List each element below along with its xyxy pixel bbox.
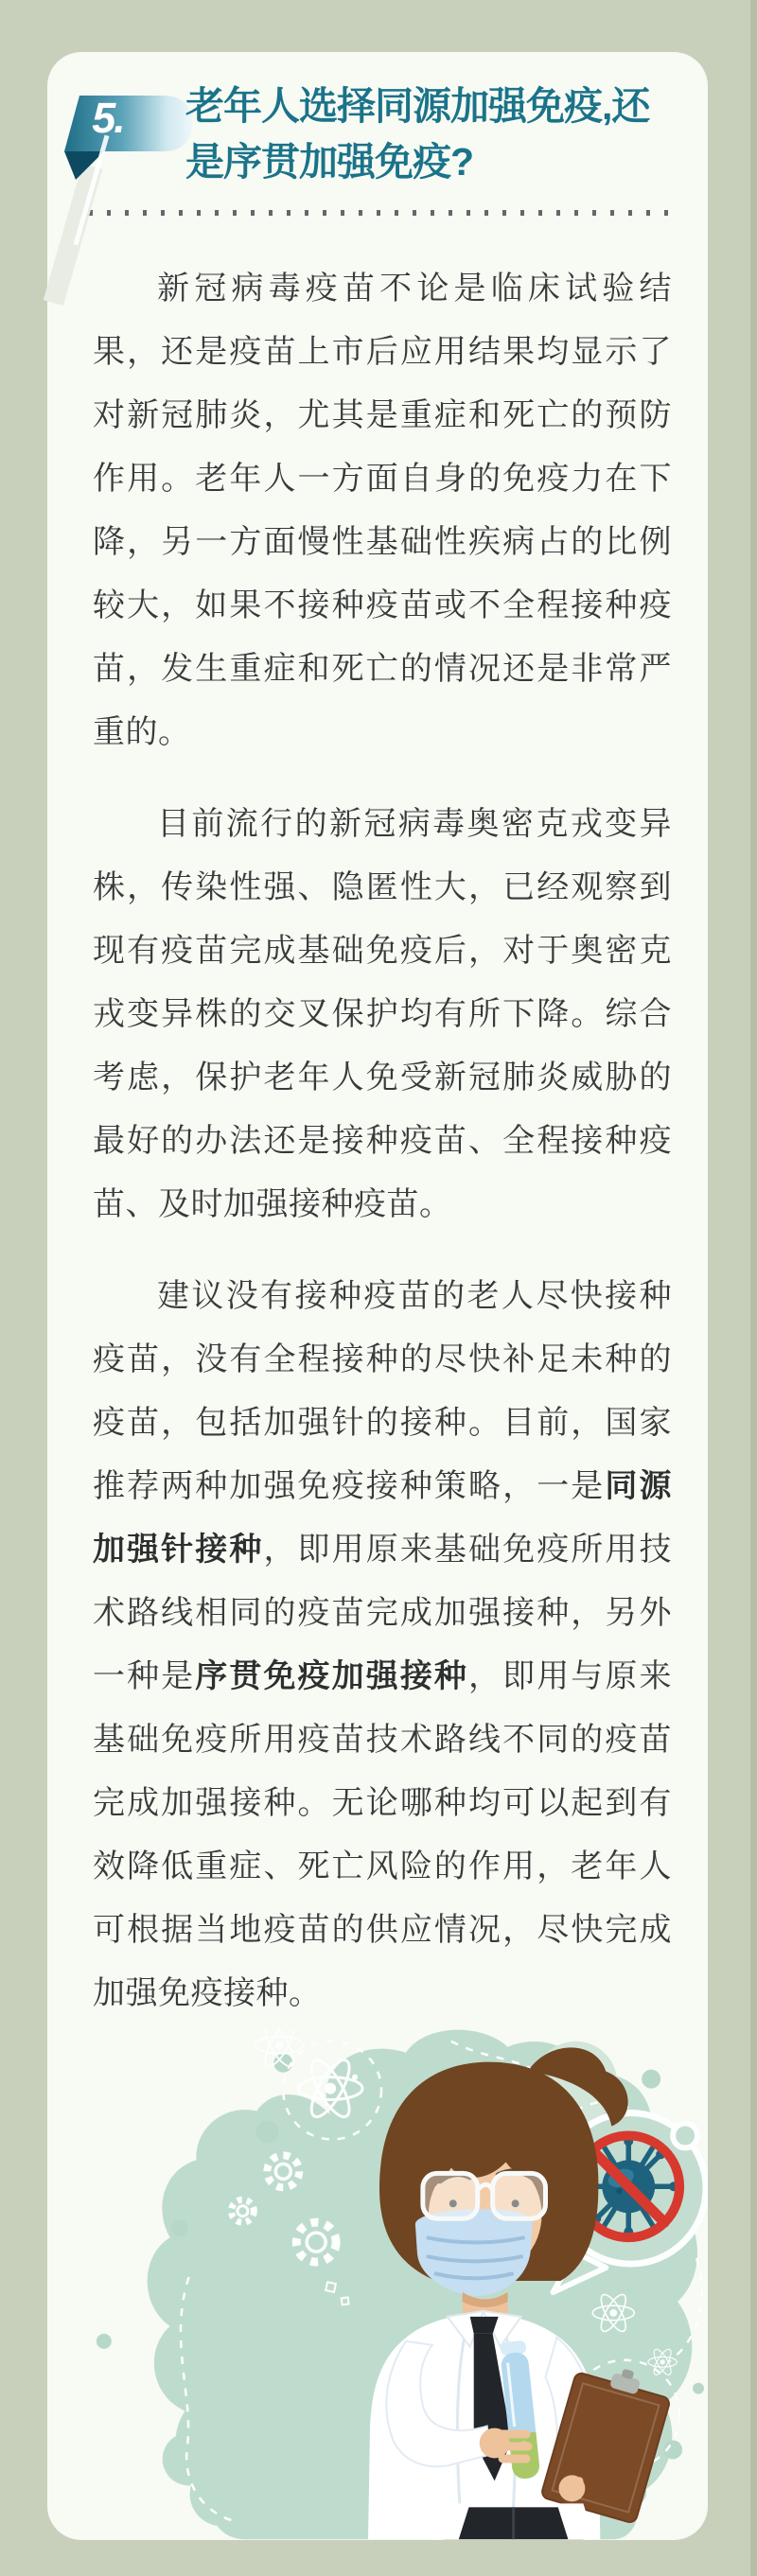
header bbox=[47, 52, 708, 210]
number-badge bbox=[53, 92, 195, 186]
content-card bbox=[47, 52, 708, 2540]
paragraph-3 bbox=[93, 1265, 672, 2025]
term-sequential-boost: 序贯免疫加强接种 bbox=[195, 1658, 469, 1694]
term-homologous-boost: 同源加强针接种 bbox=[93, 1468, 672, 1568]
title-line-2: 是序贯加强免疫? bbox=[185, 140, 474, 184]
illustration-canvas bbox=[47, 2029, 708, 2540]
paragraph-1: 新冠病毒疫苗不论是临床试验结果，还是疫苗上市后应用结果均显示了对新冠肺炎，尤其是重症和死亡的预防作用。老年人一方面自身的免疫力在下降，另一方面慢性基础性疾病占的比例较大，如果不接种疫苗或不全程接种疫苗，发生重症和死亡的情况还是非常严重的。 bbox=[93, 271, 672, 750]
page-edge-strip bbox=[750, 0, 757, 2576]
paragraph-3-text: ，即用原来基础免疫所用技术路线相同的疫苗完成加强接种，另外一种是 bbox=[93, 1532, 672, 1694]
right-thumb bbox=[564, 2477, 583, 2485]
page-title bbox=[185, 79, 704, 190]
paragraph-3-text: ，即用与原来基础免疫所用疫苗技术路线不同的疫苗完成加强接种。无论哪种均可以起到有效降低重症、死亡风险的作用，老年人可根据当地疫苗的供应情况，尽快完成加强免疫接种。 bbox=[93, 1658, 672, 2011]
article-body bbox=[47, 216, 708, 2025]
paragraph-2: 目前流行的新冠病毒奥密克戎变异株，传染性强、隐匿性大，已经观察到现有疫苗完成基础免疫后，对于奥密克戎变异株的交叉保护均有所下降。综合考虑，保护老年人免受新冠肺炎威胁的最好的办法还是接种疫苗、全程接种疫苗、及时加强接种疫苗。 bbox=[93, 806, 672, 1222]
doctor-illustration bbox=[47, 2029, 708, 2540]
paragraph-3-text: 建议没有接种疫苗的老人尽快接种疫苗，没有全程接种的尽快补足未种的疫苗，包括加强针的接种。目前，国家推荐两种加强免疫接种策略，一是 bbox=[93, 1278, 672, 1504]
title-line-1: 老年人选择同源加强免疫,还 bbox=[185, 84, 650, 128]
badge-number: 5. bbox=[92, 94, 124, 142]
